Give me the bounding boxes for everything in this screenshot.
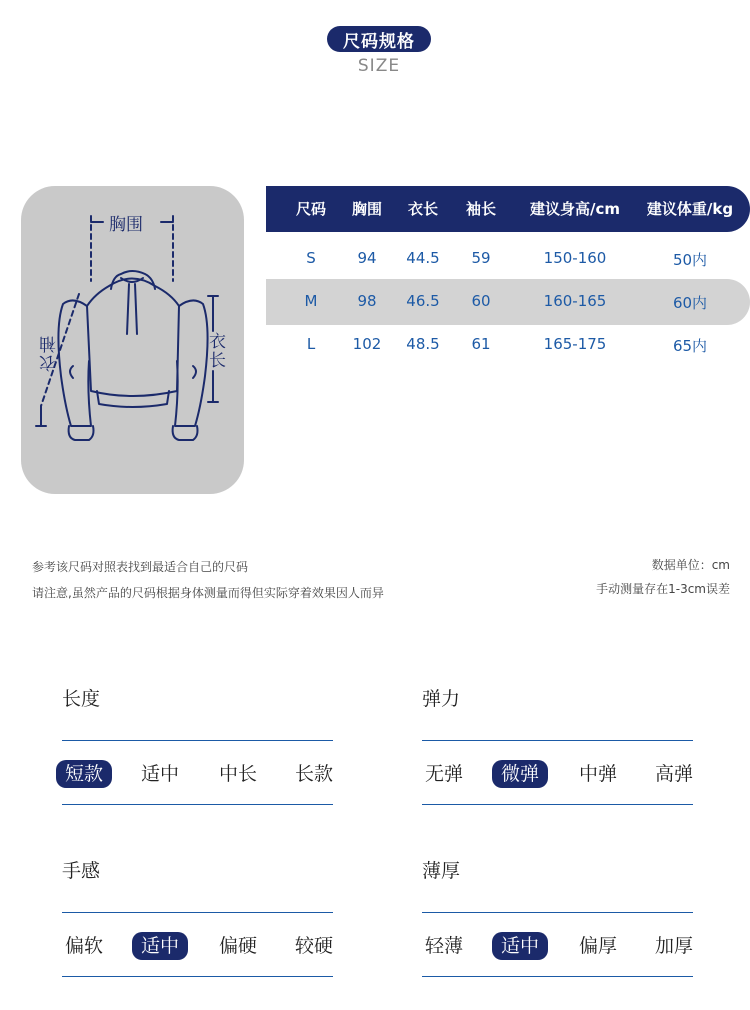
- table-cell-height: 165-175: [543, 335, 607, 353]
- table-cell-size: L: [306, 335, 316, 353]
- table-cell-height: 160-165: [543, 292, 607, 310]
- table-header-sleeve: 袖长: [465, 200, 496, 218]
- section-title-pill: 尺码规格: [327, 26, 431, 52]
- note-error: 手动测量存在1-3cm误差: [596, 582, 730, 596]
- attribute-title: 薄厚: [422, 860, 461, 882]
- sleeve-label: 衣袖: [40, 334, 60, 372]
- table-cell-height: 150-160: [543, 249, 607, 267]
- table-cell-weight: 60内: [672, 294, 708, 312]
- table-cell-length: 46.5: [406, 292, 440, 310]
- attribute-divider-bottom: [422, 976, 693, 977]
- attribute-option-selected: 微弹: [492, 760, 548, 788]
- attribute-option: 加厚: [654, 935, 693, 957]
- attribute-option: 中弹: [578, 763, 617, 785]
- attribute-option: 高弹: [654, 763, 693, 785]
- note-disclaimer: 请注意,虽然产品的尺码根据身体测量而得但实际穿着效果因人而异: [32, 586, 384, 600]
- attribute-divider-top: [62, 912, 333, 913]
- attribute-divider-top: [62, 740, 333, 741]
- table-header-weight: 建议体重/kg: [646, 200, 734, 218]
- attribute-option: 偏软: [64, 935, 103, 957]
- attribute-option: 偏厚: [578, 935, 617, 957]
- table-cell-size: M: [304, 292, 318, 310]
- attribute-option: 轻薄: [424, 935, 463, 957]
- table-cell-size: S: [306, 249, 316, 267]
- table-cell-chest: 94: [357, 249, 377, 267]
- attribute-divider-bottom: [422, 804, 693, 805]
- table-cell-sleeve: 59: [471, 249, 491, 267]
- attribute-option-selected: 适中: [492, 932, 548, 960]
- table-header-chest: 胸围: [351, 200, 382, 218]
- attribute-title: 长度: [62, 688, 101, 710]
- attribute-option: 中长: [218, 763, 257, 785]
- note-unit: 数据单位：cm: [651, 558, 730, 572]
- table-header-length: 衣长: [407, 200, 438, 218]
- table-cell-length: 44.5: [406, 249, 440, 267]
- attribute-divider-bottom: [62, 804, 333, 805]
- length-label: 衣长: [205, 332, 225, 370]
- attribute-title: 弹力: [422, 688, 461, 710]
- section-subtitle: SIZE: [357, 56, 401, 76]
- table-cell-length: 48.5: [406, 335, 440, 353]
- table-cell-sleeve: 60: [471, 292, 491, 310]
- attribute-divider-bottom: [62, 976, 333, 977]
- attribute-divider-top: [422, 740, 693, 741]
- chest-label: 胸围: [109, 215, 143, 235]
- attribute-option: 无弹: [424, 763, 463, 785]
- table-cell-sleeve: 61: [471, 335, 491, 353]
- table-cell-chest: 98: [357, 292, 377, 310]
- attribute-option-selected: 短款: [56, 760, 112, 788]
- attribute-option: 较硬: [294, 935, 333, 957]
- table-header-height: 建议身高/cm: [529, 200, 620, 218]
- attribute-option: 偏硬: [218, 935, 257, 957]
- attribute-title: 手感: [62, 860, 101, 882]
- table-cell-weight: 50内: [672, 251, 708, 269]
- attribute-divider-top: [422, 912, 693, 913]
- table-cell-chest: 102: [352, 335, 382, 353]
- table-header-size: 尺码: [295, 200, 326, 218]
- attribute-option: 适中: [140, 763, 179, 785]
- note-reference: 参考该尺码对照表找到最适合自己的尺码: [32, 560, 249, 574]
- attribute-option: 长款: [294, 763, 333, 785]
- attribute-option-selected: 适中: [132, 932, 188, 960]
- garment-diagram-card: [21, 186, 244, 494]
- table-cell-weight: 65内: [672, 337, 708, 355]
